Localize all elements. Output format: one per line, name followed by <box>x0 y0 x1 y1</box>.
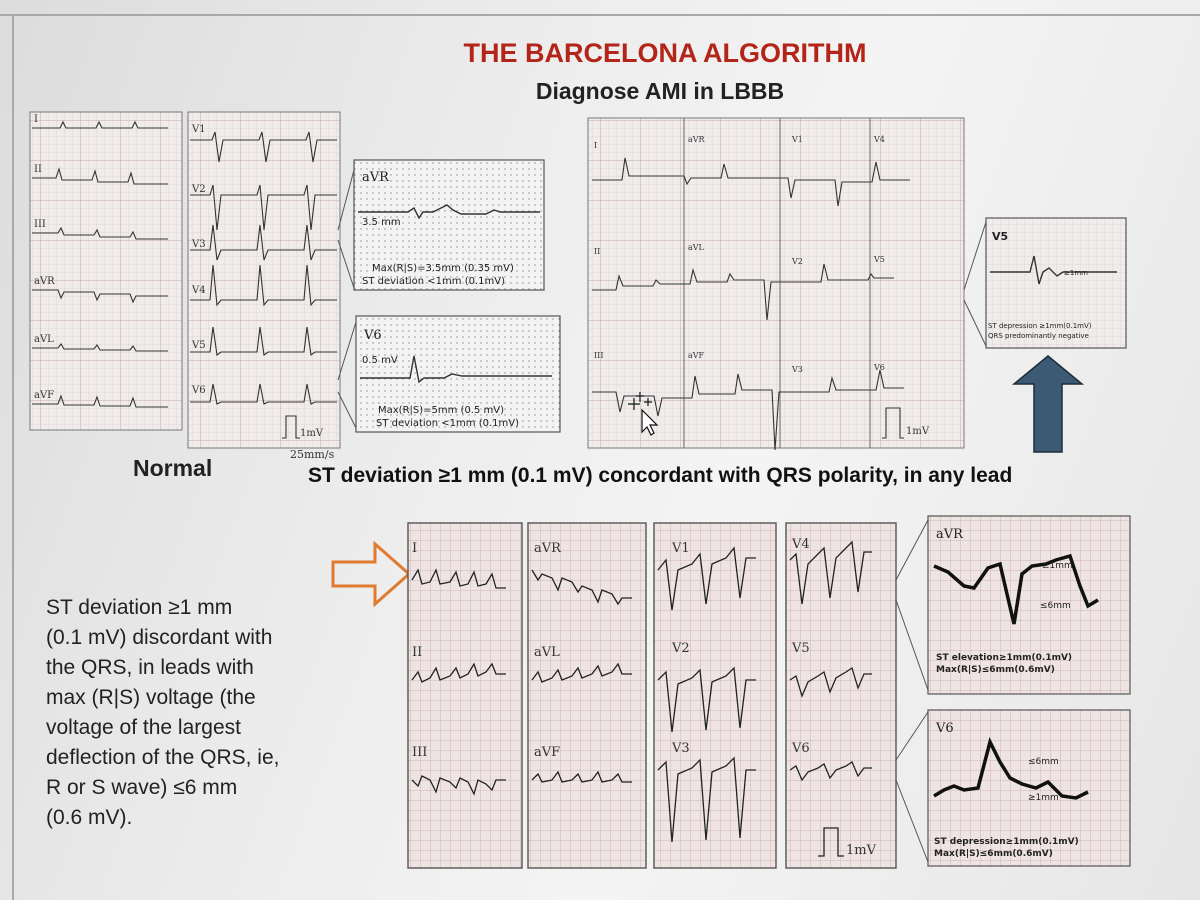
discordant-ecg-panel <box>408 523 896 868</box>
normal-ecg-limb-panel <box>30 112 182 430</box>
zoom-avr-normal <box>354 160 544 290</box>
disc-lead-V1: V1 <box>672 541 690 556</box>
zoom-avr-discordant-lead: aVR <box>936 527 963 542</box>
concordant-criterion: ST deviation ≥1 mm (0.1 mV) concordant with QRS polarity, in any lead <box>308 464 1013 487</box>
conc-lead-V5: V5 <box>874 255 885 264</box>
discordant-criterion: ST deviation ≥1 mm (0.1 mV) discordant with the QRS, in leads with max (R|S) voltage (the voltage of the largest deflection of the QRS, ie, R or S wave) ≤6 mm (0.6 mV). <box>46 596 280 829</box>
slide-subtitle: Diagnose AMI in LBBB <box>535 78 785 104</box>
zoom-v6-discordant-marker2: ≥1mm <box>1028 793 1059 803</box>
disc-lead-V4: V4 <box>792 537 810 552</box>
disc-lead-V3: V3 <box>672 741 690 756</box>
lead-label-I: I <box>34 114 38 125</box>
zoom-v6-discordant-marker1: ≤6mm <box>1028 757 1059 767</box>
lead-label-aVL: aVL <box>34 334 54 345</box>
conc-lead-aVL: aVL <box>688 243 704 252</box>
zoom-v5-concordant-line1: ST depression ≥1mm(0.1mV) <box>988 322 1092 330</box>
zoom-avr-normal-marker: 3.5 mm <box>362 217 401 228</box>
conc-lead-aVR: aVR <box>688 135 705 144</box>
conc-lead-III: III <box>594 351 604 360</box>
concordant-zoom-connector <box>964 222 986 346</box>
zoom-v5-concordant-lead: V5 <box>992 230 1009 243</box>
zoom-avr-discordant-line2: Max(R|S)≤6mm(0.6mV) <box>936 665 1055 675</box>
disc-lead-II: II <box>412 645 423 660</box>
speed-label: 25mm/s <box>290 448 335 461</box>
lead-label-aVF: aVF <box>34 390 55 401</box>
zoom-v6-discordant-line1: ST depression≥1mm(0.1mV) <box>934 837 1079 847</box>
lead-label-V2: V2 <box>192 184 206 195</box>
conc-lead-V6: V6 <box>874 363 885 372</box>
zoom-v6-normal-line2: ST deviation <1mm (0.1mV) <box>376 418 519 429</box>
zoom-v6-normal <box>356 316 560 432</box>
disc-lead-III: III <box>412 745 428 760</box>
zoom-avr-normal-line1: Max(R|S)=3.5mm (0.35 mV) <box>372 263 514 274</box>
disc-lead-aVL: aVL <box>534 645 560 660</box>
zoom-v6-normal-marker: 0.5 mV <box>362 355 398 366</box>
slide-title: THE BARCELONA ALGORITHM <box>463 38 867 68</box>
zoom-avr-normal-lead: aVR <box>362 170 389 185</box>
zoom-v6-discordant-line2: Max(R|S)≤6mm(0.6mV) <box>934 849 1053 859</box>
normal-label: Normal <box>133 455 213 481</box>
disc-lead-V2: V2 <box>672 641 690 656</box>
disc-lead-aVR: aVR <box>534 541 561 556</box>
lead-label-II: II <box>34 164 42 175</box>
lead-label-V4: V4 <box>192 285 206 296</box>
zoom-v6-normal-lead: V6 <box>364 328 382 343</box>
conc-lead-II: II <box>594 247 601 256</box>
zoom-v6-discordant-lead: V6 <box>936 721 954 736</box>
zoom-v6-discordant <box>928 710 1130 866</box>
disc-lead-I: I <box>412 541 418 556</box>
conc-lead-aVF: aVF <box>688 351 705 360</box>
disc-lead-V5: V5 <box>792 641 810 656</box>
conc-lead-V4: V4 <box>874 135 885 144</box>
zoom-avr-discordant-marker2: ≤6mm <box>1040 601 1071 611</box>
conc-lead-I: I <box>594 141 598 150</box>
conc-lead-V1: V1 <box>792 135 803 144</box>
up-arrow-icon <box>1014 356 1082 452</box>
concordant-ecg-panel <box>588 118 964 450</box>
zoom-avr-discordant <box>928 516 1130 694</box>
conc-lead-V2: V2 <box>792 257 803 266</box>
zoom-v5-concordant-marker: ≥1mm <box>1064 269 1088 277</box>
zoom-avr-discordant-line1: ST elevation≥1mm(0.1mV) <box>936 653 1073 663</box>
zoom-v6-normal-line1: Max(R|S)=5mm (0.5 mV) <box>378 405 505 416</box>
zoom-v5-concordant-line2: QRS predominantly negative <box>988 332 1089 340</box>
conc-lead-V3: V3 <box>792 365 803 374</box>
discordant-zoom-connectors <box>896 520 928 862</box>
lead-label-aVR: aVR <box>34 276 55 287</box>
normal-zoom-connectors <box>338 170 356 428</box>
disc-calibration-label: 1mV <box>846 843 876 858</box>
zoom-avr-discordant-marker1: ≥1mm <box>1042 561 1073 571</box>
calibration-label: 1mV <box>300 428 324 439</box>
lead-label-V6: V6 <box>192 385 206 396</box>
lead-label-III: III <box>34 219 46 230</box>
conc-calibration-label: 1mV <box>906 426 930 437</box>
disc-lead-aVF: aVF <box>534 745 561 760</box>
lead-label-V1: V1 <box>192 124 206 135</box>
lead-label-V5: V5 <box>192 340 206 351</box>
zoom-avr-normal-line2: ST deviation <1mm (0.1mV) <box>362 276 505 287</box>
zoom-v5-concordant <box>986 218 1126 348</box>
lead-label-V3: V3 <box>192 239 206 250</box>
disc-lead-V6: V6 <box>792 741 810 756</box>
normal-ecg-precordial-panel <box>188 112 340 448</box>
